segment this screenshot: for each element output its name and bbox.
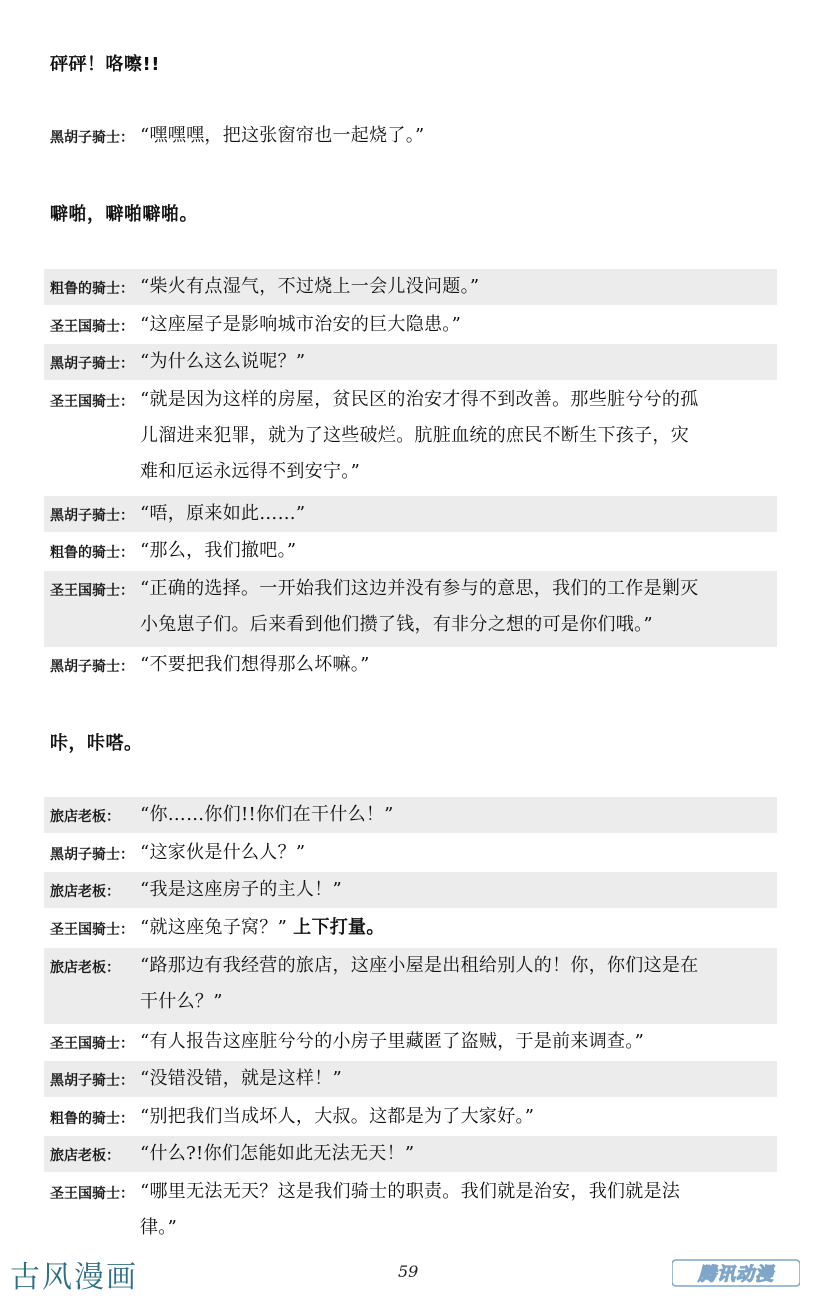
dialogue-text: “这座屋子是影响城市治安的巨大隐患。” — [140, 314, 462, 335]
action-text: 上下打量。 — [293, 917, 385, 938]
speaker-name: 圣王国骑士： — [50, 1036, 134, 1052]
dialogue-line — [44, 307, 777, 343]
dialogue-text-line: 儿溜进来犯罪，就为了这些破烂。肮脏血统的庶民不断生下孩子，灾 — [140, 425, 689, 446]
dialogue-text: “你……你们!!你们在干什么！” — [140, 804, 394, 825]
dialogue-line — [44, 118, 777, 154]
dialogue-line — [44, 910, 777, 946]
speaker-name: 黑胡子骑士： — [50, 659, 134, 675]
dialogue-line — [44, 344, 777, 380]
dialogue-text-line: 干什么？” — [140, 991, 223, 1012]
sound-effect-line: 咔，咔嗒。 — [50, 733, 143, 754]
dialogue-text: “不要把我们想得那么坏嘛。” — [140, 654, 370, 675]
speaker-name: 旅店老板： — [50, 960, 120, 976]
dialogue-line — [44, 647, 777, 683]
dialogue-text: “为什么这么说呢？” — [140, 351, 306, 372]
dialogue-line — [44, 1174, 777, 1250]
speaker-name: 黑胡子骑士： — [50, 847, 134, 863]
speaker-name: 粗鲁的骑士： — [50, 545, 134, 561]
dialogue-text-line: “哪里无法无天？这是我们骑士的职责。我们就是治安，我们就是法 — [140, 1181, 681, 1202]
page-number: 59 — [398, 1262, 419, 1281]
dialogue-line — [44, 533, 777, 569]
site-watermark-logo: 古风漫画 — [10, 1260, 138, 1295]
speaker-name: 旅店老板： — [50, 809, 120, 825]
speaker-name: 旅店老板： — [50, 884, 120, 900]
dialogue-line — [44, 269, 777, 305]
dialogue-line — [44, 1099, 777, 1135]
speaker-name: 旅店老板： — [50, 1148, 120, 1164]
dialogue-text: “那么，我们撤吧。” — [140, 540, 297, 561]
speaker-name: 黑胡子骑士： — [50, 508, 134, 524]
sound-effect-line: 噼啪，噼啪噼啪。 — [50, 204, 198, 225]
speaker-name: 黑胡子骑士： — [50, 130, 134, 146]
speaker-name: 圣王国骑士： — [50, 1186, 134, 1202]
dialogue-line — [44, 1136, 777, 1172]
speaker-name: 圣王国骑士： — [50, 394, 134, 410]
speaker-name: 圣王国骑士： — [50, 922, 134, 938]
dialogue-text: “别把我们当成坏人，大叔。这都是为了大家好。” — [140, 1106, 535, 1127]
dialogue-text: “柴火有点湿气，不过烧上一会儿没问题。” — [140, 276, 480, 297]
dialogue-text: “什么?!你们怎能如此无法无天！” — [140, 1143, 415, 1164]
dialogue-line — [44, 872, 777, 908]
dialogue-text-with-action — [140, 910, 777, 946]
speaker-name: 粗鲁的骑士： — [50, 281, 134, 297]
speaker-name: 黑胡子骑士： — [50, 1073, 134, 1089]
dialogue-text: “嘿嘿嘿，把这张窗帘也一起烧了。” — [140, 125, 425, 146]
dialogue-text: “这家伙是什么人？” — [140, 842, 306, 863]
dialogue-text: “就这座兔子窝？” — [140, 917, 288, 938]
dialogue-text-line: “路那边有我经营的旅店，这座小屋是出租给别人的！你，你们这是在 — [140, 955, 699, 976]
dialogue-line — [44, 1061, 777, 1097]
dialogue-line — [44, 1024, 777, 1060]
watermark-text: 腾讯动漫 — [698, 1264, 774, 1285]
dialogue-text-line: 难和厄运永远得不到安宁。” — [140, 461, 361, 482]
dialogue-text: “我是这座房子的主人！” — [140, 879, 343, 900]
dialogue-line — [44, 835, 777, 871]
dialogue-text-line: 律。” — [140, 1217, 178, 1238]
dialogue-text: “唔，原来如此……” — [140, 503, 306, 524]
dialogue-line — [44, 496, 777, 532]
speaker-name: 圣王国骑士： — [50, 583, 134, 599]
dialogue-text-line: 小兔崽子们。后来看到他们攒了钱，有非分之想的可是你们哦。” — [140, 614, 653, 635]
dialogue-line — [44, 571, 777, 647]
speaker-name: 黑胡子骑士： — [50, 356, 134, 372]
dialogue-text: “有人报告这座脏兮兮的小房子里藏匿了盗贼，于是前来调查。” — [140, 1031, 645, 1052]
speaker-name: 圣王国骑士： — [50, 319, 134, 335]
dialogue-line — [44, 948, 777, 1024]
dialogue-text-line: “就是因为这样的房屋，贫民区的治安才得不到改善。那些脏兮兮的孤 — [140, 389, 699, 410]
tencent-comic-watermark-logo — [672, 1258, 800, 1288]
dialogue-text: “没错没错，就是这样！” — [140, 1068, 343, 1089]
dialogue-text-line: “正确的选择。一开始我们这边并没有参与的意思，我们的工作是剿灭 — [140, 578, 699, 599]
sound-effect-line: 砰砰！咯嚓!! — [50, 54, 160, 75]
dialogue-line — [44, 382, 777, 494]
speaker-name: 粗鲁的骑士： — [50, 1111, 134, 1127]
dialogue-line — [44, 797, 777, 833]
